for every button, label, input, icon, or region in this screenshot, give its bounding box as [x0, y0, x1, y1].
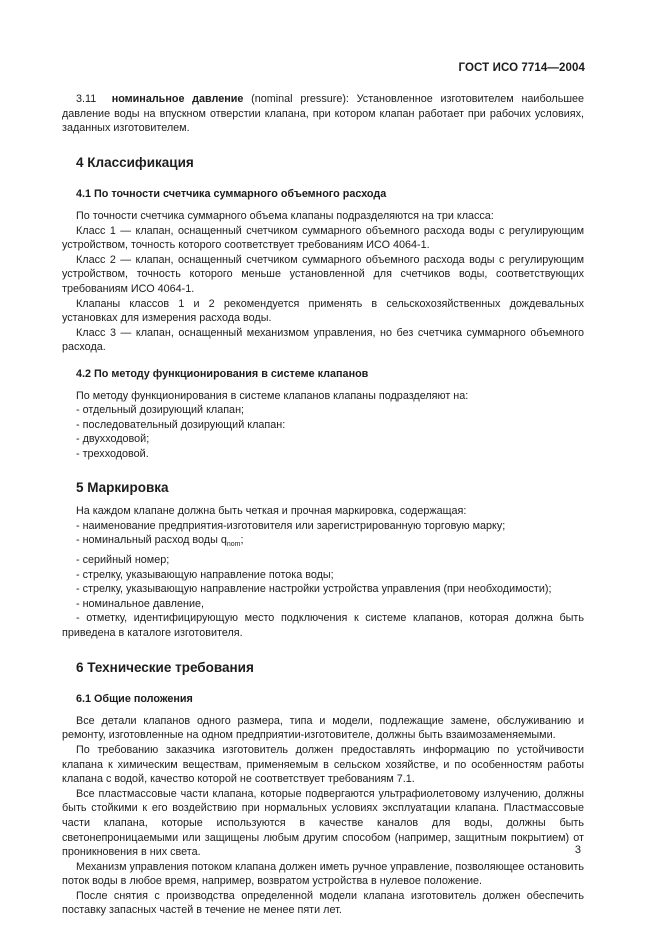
- list-item: - трехходовой.: [76, 447, 149, 460]
- list-item: - серийный номер;: [76, 554, 170, 566]
- section-5-title: 5 Маркировка: [76, 480, 169, 496]
- list-item: - отметку, идентифицирующую место подключения к системе клапанов, которая должна быть приведена в каталоге изготовителя.: [62, 612, 584, 639]
- paragraph: На каждом клапане должна быть четкая и прочная маркировка, содержащая:: [76, 505, 467, 518]
- list-item: - отдельный дозирующий клапан;: [76, 404, 245, 417]
- paragraph: Класс 1 — клапан, оснащенный счетчиком суммарного объемного расхода воды с регулирующим устройством, точность которого соответствует требованиям ИСО 4064-1.: [62, 224, 584, 252]
- subsection-6-1-title: 6.1 Общие положения: [76, 693, 193, 706]
- section-4-title: 4 Классификация: [76, 154, 194, 170]
- paragraph: По требованию заказчика изготовитель должен предоставлять информацию по устойчивости клапана к химическим веществам, применяемым в сельском хозяйстве, и по особенностям работы клапана с водой, качество которой не соответствует требованиям 7.1.: [62, 743, 584, 786]
- list-item: - последовательный дозирующий клапан:: [76, 418, 286, 431]
- paragraph: Клапаны классов 1 и 2 рекомендуется применять в сельскохозяйственных дождевальных установках для измерения расхода воды.: [62, 297, 584, 325]
- paragraph: По точности счетчика суммарного объема клапаны подразделяются на три класса:: [76, 209, 494, 222]
- list-item: - номинальный расход воды $q_{nom}$;: [76, 534, 244, 549]
- subsection-4-1-title: 4.1 По точности счетчика суммарного объемного расхода: [76, 188, 387, 201]
- term-nominal-pressure: номинальное давление: [111, 93, 244, 105]
- page-content: [62, 92, 584, 918]
- paragraph: Механизм управления потоком клапана должен иметь ручное управление, позволяющее остановить поток воды в любое время, например, возвратом устройства в нулевое положение.: [62, 860, 584, 888]
- clause-3-11: 3.11 номинальное давление (nominal pressure): Установленное изготовителем наибольшее давление воды на впускном отверстии клапана, при котором клапан работает при рабочих условиях, заданных изготовителем.: [62, 93, 584, 135]
- list-item: - двухходовой;: [76, 433, 150, 446]
- subsection-4-2-title: 4.2 По методу функционирования в системе клапанов: [76, 367, 369, 380]
- paragraph: После снятия с производства определенной модели клапана изготовитель должен обеспечить поставку запасных частей в течение не менее пяти лет.: [62, 889, 584, 917]
- paragraph: Класс 2 — клапан, оснащенный счетчиком суммарного объемного расхода воды с регулирующим устройством, точность которого меньше установленной для счетчиков воды, соответствующих требованиям ИСО 4064-1.: [62, 253, 584, 295]
- paragraph: Класс 3 — клапан, оснащенный механизмом управления, но без счетчика суммарного объемного расхода.: [62, 326, 584, 354]
- paragraph: Все детали клапанов одного размера, типа и модели, подлежащие замене, обслуживанию и ремонту, изготовленные на одном предприятии-изготовителе, должны быть взаимозаменяемыми.: [62, 714, 584, 742]
- paragraph: По методу функционирования в системе клапанов клапаны подразделяют на:: [76, 389, 469, 402]
- list-item: - номинальное давление,: [76, 597, 204, 610]
- list-item: - стрелку, указывающую направление настройки устройства управления (при необходимости);: [76, 583, 552, 596]
- paragraph: Все пластмассовые части клапана, которые подвергаются ультрафиолетовому излучению, должны быть стойкими к его воздействию при нормальных условиях эксплуатации клапана. Пластмассовые части клапана, которые используются в качестве каналов для воды, должны быть светонепроницаемыми или защищены любым другим способом (например, защитным покрытием) от проникновения в них света.: [62, 787, 584, 859]
- page-number: 3: [574, 844, 581, 856]
- section-6-title: 6 Технические требования: [76, 659, 254, 675]
- document-code: ГОСТ ИСО 7714—2004: [458, 62, 585, 74]
- list-item: - наименование предприятия-изготовителя или зарегистрированную торговую марку;: [76, 519, 506, 532]
- list-item: - стрелку, указывающую направление потока воды;: [76, 568, 334, 581]
